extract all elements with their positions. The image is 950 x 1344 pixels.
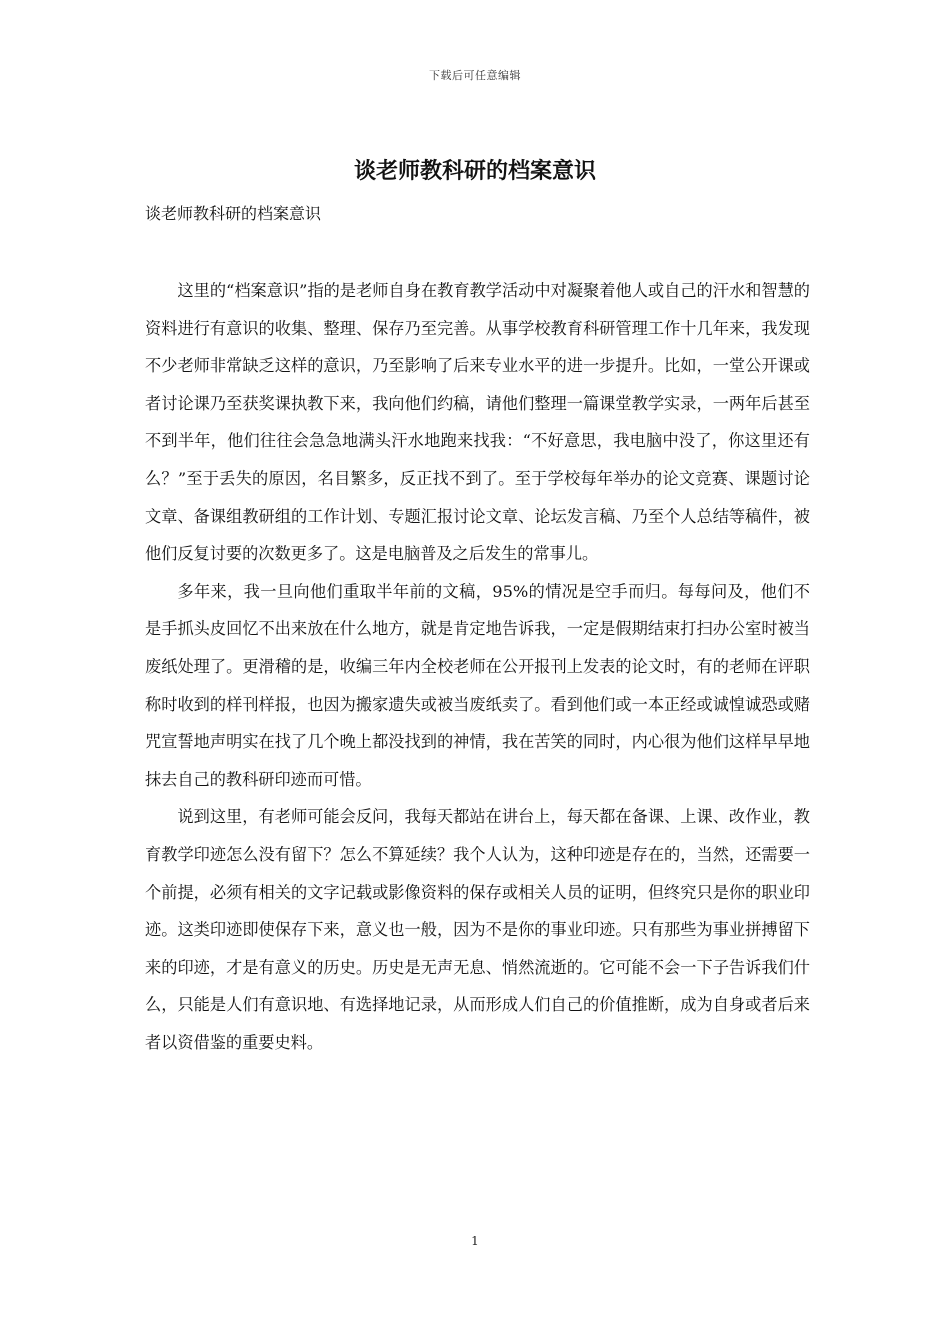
paragraph: 这里的“档案意识”指的是老师自身在教育教学活动中对凝聚着他人或自己的汗水和智慧的资料进行有意识的收集、整理、保存乃至完善。从事学校教育科研管理工作十几年来，我发现不少老师非常缺乏这样的意识，乃至影响了后来专业水平的进一步提升。比如，一堂公开课或者讨论课乃至获奖课执教下来，我向他们约稿，请他们整理一篇课堂教学实录，一两年后甚至不到半年，他们往往会急急地满头汗水地跑来找我：“不好意思，我电脑中没了，你这里还有么？”至于丢失的原因，名目繁多，反正找不到了。至于学校每年举办的论文竞赛、课题讨论文章、备课组教研组的工作计划、专题汇报讨论文章、论坛发言稿、乃至个人总结等稿件，被他们反复讨要的次数更多了。这是电脑普及之后发生的常事儿。 [145, 281, 810, 564]
document-subtitle: 谈老师教科研的档案意识 [145, 204, 322, 223]
paragraph: 多年来，我一旦向他们重取半年前的文稿，95%的情况是空手而归。每每问及，他们不是手抓头皮回忆不出来放在什么地方，就是肯定地告诉我，一定是假期结束打扫办公室时被当废纸处理了。更滑稽的是，收编三年内全校老师在公开报刊上发表的论文时，有的老师在评职称时收到的样刊样报，也因为搬家遗失或被当废纸卖了。看到他们或一本正经或诚惶诚恐或赌咒宣誓地声明实在找了几个晚上都没找到的神情，我在苦笑的同时，内心很为他们这样早早地抹去自己的教科研印迹而可惜。 [145, 581, 810, 789]
header-note: 下载后可任意编辑 [429, 69, 521, 82]
paragraph: 说到这里，有老师可能会反问，我每天都站在讲台上，每天都在备课、上课、改作业，教育教学印迹怎么没有留下？怎么不算延续？我个人认为，这种印迹是存在的，当然，还需要一个前提，必须有相关的文字记载或影像资料的保存或相关人员的证明，但终究只是你的职业印迹。这类印迹即使保存下来，意义也一般，因为不是你的事业印迹。只有那些为事业拼搏留下来的印迹，才是有意义的历史。历史是无声无息、悄然流逝的。它可能不会一下子告诉我们什么，只能是人们有意识地、有选择地记录，从而形成人们自己的价值推断，成为自身或者后来者以资借鉴的重要史料。 [145, 807, 810, 1052]
document-title: 谈老师教科研的档案意识 [353, 158, 596, 184]
document-body [145, 272, 810, 1061]
page-number: 1 [471, 1234, 479, 1248]
